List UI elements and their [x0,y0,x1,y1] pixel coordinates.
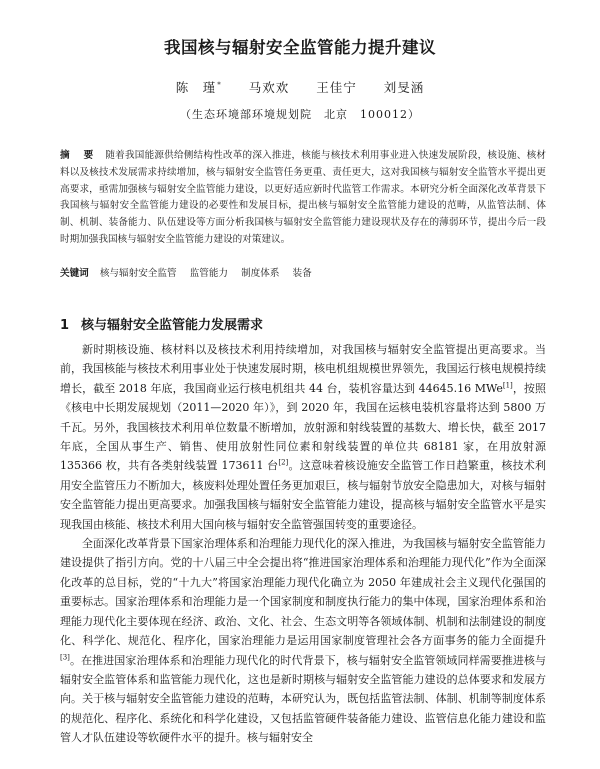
author-list [0,78,600,96]
section-heading [60,314,546,333]
keyword: 制度体系 [241,268,280,279]
keyword: 核与辐射安全监管 [99,268,177,279]
citation: [1] [502,381,513,390]
author [384,80,425,95]
author [176,80,222,95]
citation: [2] [278,458,289,467]
keywords-label: 关键词 [60,268,89,279]
author-name: 刘旻涵 [383,80,425,95]
keywords [60,266,546,282]
author [249,80,290,95]
body-text [60,340,546,748]
corresponding-author-mark: * [217,80,222,89]
author-name: 王佳宁 [316,80,357,95]
section-number: 1 [60,318,70,333]
section-title: 核与辐射安全监管能力发展需求 [81,318,264,333]
citation: [3] [60,652,70,661]
author-name: 马欢欢 [248,80,290,95]
abstract-text: 随着我国能源供给侧结构性改革的深入推进，核能与核技术利用事业进入快速发展阶段，核设施、核材料以及核技术发展需求持续增加，核与辐射安全监管任务更重、责任更大，这对我国核与辐射安全监管水平提出更高要求，亟需加强核与辐射安全监管能力建设，以更好适应新时代监管工作需求。本研究分析全面深化改革背景下我国核与辐射安全监管能力建设的必要性和发展目标，提出核与辐射安全监管能力建设的范畴，从监管法制、体制、机制、装备能力、队伍建设等方面分析我国核与辐射安全监管能力建设现状及存在的薄弱环节，提出今后一段时期加强我国核与辐射安全监管能力建设的对策建议。 [60,150,547,245]
author-name: 陈 瑾 [175,80,217,95]
abstract-label: 摘 要 [60,150,96,161]
author [316,80,357,95]
paragraph-text: 。在推进国家治理体系和治理能力现代化的时代背景下，核与辐射安全监管领域同样需要推进核与辐射安全监管体系和监管能力现代化，这也是新时期核与辐射安全监管能力建设的总体要求和发展方向。关于核与辐射安全监管能力建设的范畴，本研究认为，既包括监管法制、体制、机制等制度体系的规范化、程序化、系统化和科学化建设，又包括监管硬件装备能力建设、监管信息化能力建设和监管人才队伍建设等软硬件水平的提升。核与辐射安全 [60,653,546,745]
paragraph-text: 全面深化改革背景下国家治理体系和治理能力现代化的深入推进，为我国核与辐射安全监管能力建设提供了指引方向。党的十八届三中全会提出将“推进国家治理体系和治理能力现代化”作为全面深化改革的总目标，党的“十九大”将国家治理能力现代化确立为 2050 年建成社会主义现代化强国的重要标志。国家治理体系和治理能力是一个国家制度和制度执行能力的集中体现，国家治理体系和治理能力现代化主要体现在经济、政治、文化、社会、生态文明等各领域体制、机制和法制建设的制度化、科学化、规范化、程序化，国家治理能力是运用国家制度管理社会各方面事务的能力全面提升 [60,537,546,648]
paragraph [60,340,546,534]
paragraph-text: 。这意味着核设施安全监管工作日趋繁重，核技术利用安全监管压力不断加大，核废料处理处置任务更加艰巨，核与辐射节放安全隐患加大，对核与辐射安全监管能力提出更高要求。加强我国核与辐射安全监管能力建设，提高核与辐射安全监管水平是实现我国由核能、核技术利用大国向核与辐射安全监管强国转变的重要途径。 [60,459,546,531]
abstract [60,148,546,249]
paragraph-text: 新时期核设施、核材料以及核技术利用持续增加，对我国核与辐射安全监管提出更高要求。当前，我国核能与核技术利用事业处于快速发展时期，核电机组规模世界领先，我国运行核电规模持续增长，截至 2018 年底，我国商业运行核电机组共 44 台，装机容量达到 44645.16 MWe [60,343,546,395]
keyword: 监管能力 [189,268,229,279]
keyword: 装备 [292,268,312,279]
paragraph [60,534,546,747]
affiliation: （生态环境部环境规划院 北京 100012） [180,108,420,121]
paper-title: 我国核与辐射安全监管能力提升建议 [164,38,436,57]
paragraph-text: ，按照《核电中长期发展规划（2011—2020 年）》，到 2020 年，我国在运核电装机容量将达到 5800 万千瓦。另外，我国核技术利用单位数量不断增加，放射源和射线装置的基数大、增长快，截至 2017 年底，全国从事生产、销售、使用放射性同位素和射线装置的单位共 68181 家，在用放射源 135366 枚，共有各类射线装置 173611 台 [60,381,546,473]
